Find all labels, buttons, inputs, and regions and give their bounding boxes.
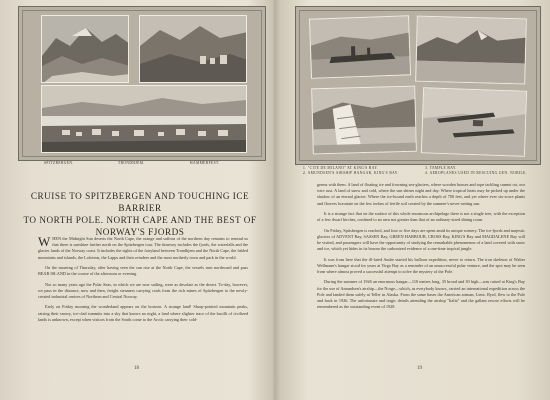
citta-di-milano-photo <box>309 15 411 78</box>
hangar-photo <box>311 86 417 155</box>
caption-photo-2: 2. AMUNDSEN'S AIRSHIP HANGAR, KING'S BAY. <box>303 171 399 175</box>
left-page <box>0 0 273 400</box>
trondhjem-photo <box>139 15 247 83</box>
drop-cap: W <box>38 234 51 249</box>
spitzbergen-photo <box>41 15 129 83</box>
caption-hammerfest: HAMMERFEST. <box>190 161 220 165</box>
aeroplanes-photo <box>421 87 527 157</box>
caption-spitzbergen: SPITZBERGEN. <box>44 161 74 165</box>
page-number-right: 19 <box>417 366 422 371</box>
right-body-text: germs with them. A land of floating ice and frowning sea-glaciers, where wooden houses and rope tackling cannot rot, nor wire rust. A land of snow and cold, where the sun shines night and day. Where tropical heats may be picked up under the shadow of an eternal glacier. Where the ice-bound earth reaches a depth of 700 feet, and yet where ever six-score plants and flowers luxuriate on the few inches of fertile soil created by the summer's never-setting sun. It is a strange fact that on the surface of this whole enormous archipelago there is not a single tree, with the exception of a few dwarf birches, confined to an area not greater than that of an ordinary-sized dining room. On Friday, Spitsbergen is reached, and four or five days are spent amid its unique scenery. The ice-fjords and majestic glaciers of ADVENT Bay, SASSEN Bay, GREEN HARBOUR, CROSS Bay, KING'S Bay and MAGDALENE Bay will be visited, and passengers will have the opportunity of studying the remarkable phenomenon of a land covered with snow and ice, which yet hides in its bosom the carbonized evidence of a one-time tropical jungle. It was from here that the ill-fated Andre started his balloon expedition, never to return. The iron skeleton of Walter Wellmann's hangar stood for years at Virgo Bay as a reminder of an unsuccessful polar venture, and the spot may be seen from where almost proved a successful attempt to solve the mystery of the Pole. During the summer of 1926 an enormous hangar—110 metres long, 35 broad and 30 high—was raised at King's Bay for the use of Amundsen's airship—the Norge—which, as everybody knows, carried an international expedition across the Pole and landed them safely at Teller in Alaska. From the same bases the American airman, Lieut. Byrd, flew to the Pole and back in 1926. The unfortunate and tragic details attending the airship "Italia" and the gallant rescue efforts will be remembered as the outstanding event of 1928. <box>317 182 525 310</box>
page-title: CRUISE TO SPITZBERGEN AND TOUCHING ICE BARRIER TO NORTH POLE. NORTH CAPE AND THE BEST OF NORWAY'S FJORDS <box>23 191 257 237</box>
caption-photo-1: 1. "CITE DE MILANO" AT KING'S BAY. <box>303 166 379 170</box>
caption-trondhjem: TRONDHJEM. <box>118 161 145 165</box>
photo-plate-left <box>18 6 266 161</box>
left-body-text: WHEN the Midnight Sun deserts the North Cape, the orange and saffron of the northern day remains to remind us that there is sunshine further north on the Spitzbergen tour. The itinerary includes the fjords, the waterfalls and the glacier lands of the Norway coast. It includes the sights of the fairyland between Trondhjem and the North Cape, the fabled mountains and islands, the Lofotens, the Lapps and their reindeer and the most northerly town and park in the world. On the morning of Thursday, after having seen the sun rise at the North Cape, the vessels turn northward and pass BEAR ISLAND in the course of the afternoon or evening. Not so many years ago the Polar Seas, in which we are now sailing, were as desolate as the desert. To-day, however, we pass in the distance, now and then, freight steamers carrying coals from the rich mines of Spitzbergen to the newly-created industrial centres of Northern and Central Norway. Early on Friday morning the wonderland appears on the horizon. A strange land! Sharp-pointed mountain peaks, raising their snowy, ice-clad summits into a sky that knows no night, a land where slighter trace of the bacilli of civilized lands is unknown, except when visitors from the South come to the Arctic carrying their cold- <box>38 234 248 322</box>
temple-bay-photo <box>415 16 527 85</box>
hammerfest-photo <box>41 85 247 153</box>
photo-plate-right <box>295 6 541 165</box>
page-number-left: 18 <box>134 366 139 371</box>
caption-photo-4: 4. AEROPLANES USED IN RESCUING GEN. NOBILE. <box>425 171 527 175</box>
caption-photo-3: 3. TEMPLE BAY. <box>425 166 457 170</box>
right-page <box>277 0 550 400</box>
